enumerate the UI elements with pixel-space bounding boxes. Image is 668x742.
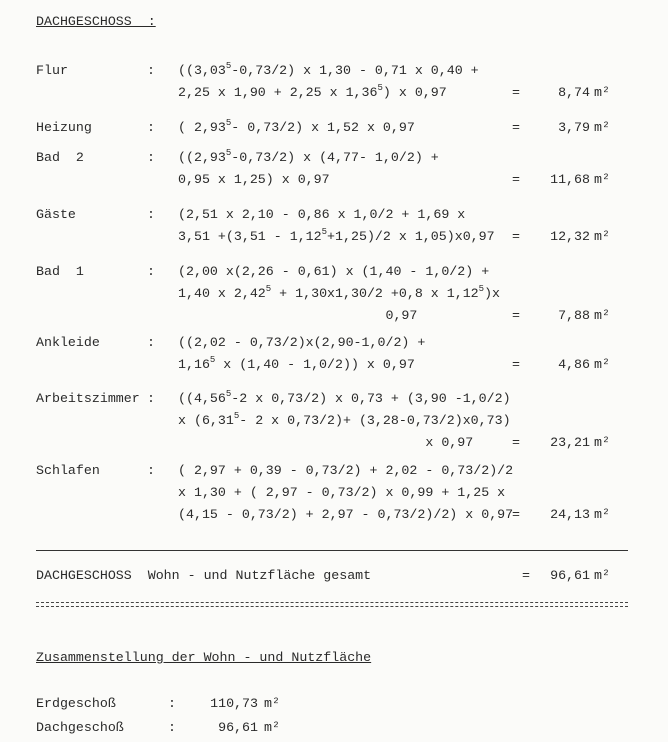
equals-sign: = [512, 308, 520, 323]
total-value: 96,61 [550, 568, 590, 583]
summary-unit: m² [264, 696, 280, 711]
room-value: 12,32 [550, 229, 590, 244]
formula-line: (2,00 x(2,26 - 0,61) x (1,40 - 1,0/2) + [178, 264, 490, 279]
total-equals: = [522, 568, 530, 583]
page-title: DACHGESCHOSS : [36, 14, 156, 29]
unit-label: m² [594, 357, 610, 372]
equals-sign: = [512, 85, 520, 100]
summary-label: Erdgeschoß [36, 696, 116, 711]
formula-line: 0,95 x 1,25) x 0,97 [178, 172, 330, 187]
formula-line: ((2,02 - 0,73/2)x(2,90-1,0/2) + [178, 335, 426, 350]
total-divider [36, 550, 628, 551]
formula-line: 1,16$^5$ x (1,40 - 1,0/2)) x 0,97 [178, 355, 415, 372]
room-colon: : [147, 264, 155, 279]
room-colon: : [147, 63, 155, 78]
room-colon: : [147, 120, 155, 135]
summary-label: Dachgeschoß [36, 720, 124, 735]
formula-line: ( 2,97 + 0,39 - 0,73/2) + 2,02 - 0,73/2)/2 [178, 463, 514, 478]
summary-value: 96,61 [218, 720, 258, 735]
unit-label: m² [594, 120, 610, 135]
room-name: Flur [36, 63, 68, 78]
superscript: 5 [321, 227, 328, 237]
room-colon: : [147, 207, 155, 222]
room-name: Gäste [36, 207, 76, 222]
formula-line: 2,25 x 1,90 + 2,25 x 1,36$^5$) x 0,97 [178, 83, 447, 100]
room-value: 23,21 [550, 435, 590, 450]
room-colon: : [147, 335, 155, 350]
double-divider [36, 602, 628, 607]
room-name: Arbeitszimmer [36, 391, 140, 406]
total-label: DACHGESCHOSS Wohn - und Nutzfläche gesamt [36, 568, 372, 583]
formula-line: x 0,97 [178, 435, 474, 450]
superscript: 5 [265, 284, 272, 294]
room-value: 8,74 [558, 85, 590, 100]
formula-line: ((4,56$^5$-2 x 0,73/2) x 0,73 + (3,90 -1,0/2) [178, 389, 511, 406]
superscript: 5 [233, 411, 240, 421]
formula-line: $3,51 +(3,51 - 1,12^5+1,25)/2$ x 1,05)x0,97 [178, 227, 495, 244]
total-unit: m² [594, 568, 610, 583]
unit-label: m² [594, 308, 610, 323]
equals-sign: = [512, 172, 520, 187]
room-name: Schlafen [36, 463, 100, 478]
room-value: 3,79 [558, 120, 590, 135]
unit-label: m² [594, 507, 610, 522]
room-name: Heizung [36, 120, 92, 135]
formula-line: ((3,03$^5$-0,73/2) x 1,30 - 0,71 x 0,40 + [178, 61, 479, 78]
superscript: 5 [225, 389, 232, 399]
room-colon: : [147, 463, 155, 478]
superscript: 5 [209, 355, 216, 365]
summary-value: 110,73 [210, 696, 258, 711]
formula-line: 1,40 x $2,42^5 + 1,30x1,30/2 +0,8$ x 1,12$^5$)x [178, 284, 501, 301]
superscript: 5 [377, 83, 383, 93]
room-value: 11,68 [550, 172, 590, 187]
formula-line: x 1,30 + ( 2,97 - 0,73/2) x 0,99 + 1,25 x [178, 485, 506, 500]
room-value: 7,88 [558, 308, 590, 323]
formula-line: (4,15 - 0,73/2) + 2,97 - 0,73/2)/2) x 0,97 [178, 507, 514, 522]
summary-colon: : [168, 696, 176, 711]
room-colon: : [147, 150, 155, 165]
equals-sign: = [512, 435, 520, 450]
unit-label: m² [594, 229, 610, 244]
equals-sign: = [512, 229, 520, 244]
formula-line: (2,51 x 2,10 - 0,86 x 1,0/2 + 1,69 x [178, 207, 466, 222]
room-value: 24,13 [550, 507, 590, 522]
summary-unit: m² [264, 720, 280, 735]
formula-line: 0,97 [178, 308, 418, 323]
summary-colon: : [168, 720, 176, 735]
formula-line: ( 2,93$^5$- 0,73/2) x 1,52 x 0,97 [178, 118, 415, 135]
superscript: 5 [225, 118, 232, 128]
superscript: 5 [225, 148, 232, 158]
summary-title: Zusammenstellung der Wohn - und Nutzfläche [36, 650, 372, 665]
room-name: Ankleide [36, 335, 100, 350]
room-name: Bad 1 [36, 264, 84, 279]
superscript: 5 [225, 61, 232, 71]
equals-sign: = [512, 357, 520, 372]
formula-line: x (6,31$^5$- 2 x 0,73/2)+ (3,28-0,73/2)x0,73) [178, 411, 511, 428]
unit-label: m² [594, 85, 610, 100]
unit-label: m² [594, 435, 610, 450]
room-name: Bad 2 [36, 150, 84, 165]
equals-sign: = [512, 120, 520, 135]
unit-label: m² [594, 172, 610, 187]
equals-sign: = [512, 507, 520, 522]
room-value: 4,86 [558, 357, 590, 372]
superscript: 5 [478, 284, 485, 294]
formula-line: ((2,93$^5$-0,73/2) x (4,77- 1,0/2) + [178, 148, 439, 165]
room-colon: : [147, 391, 155, 406]
